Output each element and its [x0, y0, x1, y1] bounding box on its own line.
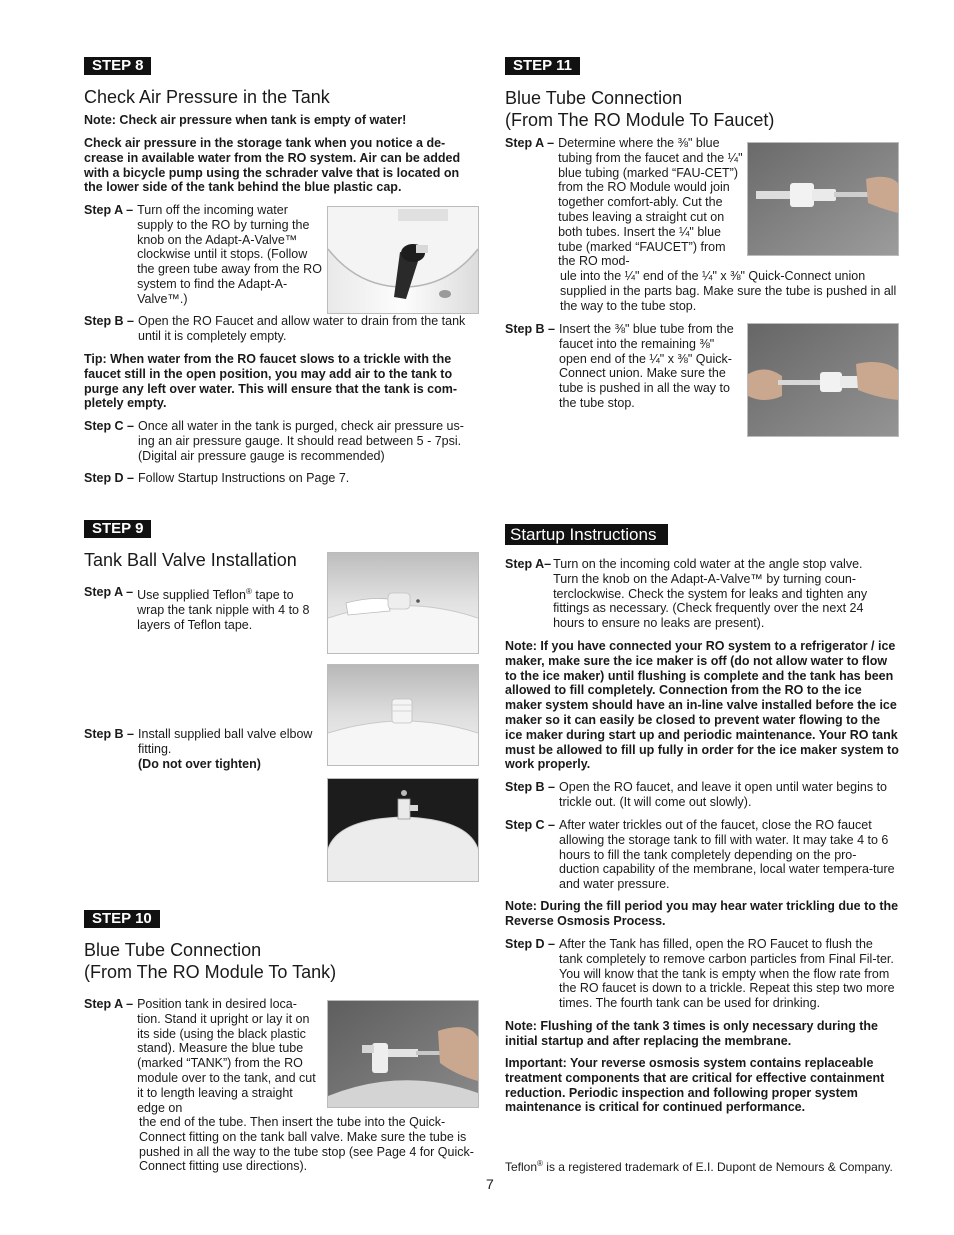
- step-text: Position tank in desired loca-tion. Stand it upright or lay it on its side (using the black plastic stand). Measure the blue tube (marked “TANK”) from the RO module over to the tank, and cut it to length leaving a straight edge on: [137, 997, 316, 1115]
- startup-step-d: [505, 937, 897, 1011]
- step8-step-a: [84, 203, 322, 307]
- step-label: Step B –: [84, 314, 135, 328]
- step-label: Step B –: [84, 727, 135, 741]
- step10-step-a: [84, 997, 320, 1115]
- step-text: Once all water in the tank is purged, check air pressure us-ing an air pressure gauge. It should read between 5 - 7psi. (Digital air pressure gauge is recommended): [138, 419, 464, 463]
- step-label: Step A –: [84, 203, 134, 217]
- step-text: Use supplied Teflon® tape to wrap the tank nipple with 4 to 8 layers of Teflon tape.: [137, 587, 310, 632]
- tank-nipple-photo: [327, 664, 479, 766]
- step11-step-a: [505, 136, 743, 269]
- quick-connect-union-photo: [747, 142, 899, 256]
- step-text: Open the RO faucet, and leave it open until water begins to trickle out. (It will come out slowly).: [559, 780, 888, 809]
- step8-intro: Check air pressure in the storage tank when you notice a de-crease in available water from the RO system. Air can be added with a bicycle pump using the schrader valve that is located on the lower side of the tank behind the blue plastic cap.: [84, 136, 461, 195]
- insert-tube-photo: [747, 323, 899, 437]
- step10-step-a-continued: the end of the tube. Then insert the tube into the Quick-Connect fitting on the tank ball valve. Make sure the tube is pushed in all the way to the tube stop (see Page 4 for Quick-Connect fitting use directions).: [139, 1115, 474, 1174]
- step8-tip: Tip: When water from the RO faucet slows to a trickle with the faucet still in the open position, you may add air to the tank to purge any left over water. This will ensure that the tank is com-pletely empty.: [84, 352, 458, 411]
- startup-note-ice-maker: Note: If you have connected your RO system to a refrigerator / ice maker, make sure the ice maker is off (do not allow water to flow to the ice maker) until flushing is complete and the tank has been allowed to fill completely. Connection from the RO to the ice maker system should have an in-line valve installed before the ice maker so it can easily be closed to prevent water flowing to the ice maker during start up and periodic maintenance. Your RO tank must be allowed to fill up fully in order for the ice maker system to work properly.: [505, 639, 899, 772]
- startup-note-fill-period: Note: During the fill period you may hear water trickling due to the Reverse Osmosis Process.: [505, 899, 899, 928]
- startup-badge: Startup Instructions: [505, 524, 668, 545]
- step-label: Step A –: [505, 136, 555, 150]
- step-label: Step D –: [505, 937, 556, 951]
- step-text: Insert the ⅜" blue tube from the faucet into the remaining ⅜" open end of the ¼" x ⅜" Quick-Connect union. Make sure the tube is pushed in all the way to the tube stop.: [559, 322, 734, 410]
- step9-step-b: [84, 727, 320, 771]
- step8-badge: STEP 8: [84, 57, 151, 75]
- step8-step-c: [84, 419, 478, 463]
- startup-important: Important: Your reverse osmosis system contains replaceable treatment components that are critical for effective containment reduction. Periodic inspection and following proper system maintenance is critical for continued performance.: [505, 1056, 885, 1115]
- page-number: 7: [486, 1176, 494, 1192]
- step-label: Step A–: [505, 557, 552, 571]
- step-text: Install supplied ball valve elbow fitting. (Do not over tighten): [138, 727, 313, 771]
- step-text: Open the RO Faucet and allow water to drain from the tank until it is completely empty.: [138, 314, 466, 343]
- step11-step-b: [505, 322, 743, 411]
- step-label: Step C –: [505, 818, 556, 832]
- step-label: Step B –: [505, 780, 556, 794]
- startup-step-c: [505, 818, 895, 892]
- step9-title: Tank Ball Valve Installation: [84, 550, 297, 570]
- tank-nipple-tape-photo: [327, 552, 479, 654]
- step-label: Step A –: [84, 585, 134, 599]
- step-text: Turn on the incoming cold water at the angle stop valve. Turn the knob on the Adapt-A-Valve™ by turning coun-terclockwise. Check the system for leaks and tighten any fittings as necessary. (Check frequently over the next 24 hours to ensure no leaks are present).: [553, 557, 868, 631]
- step9-step-a: [84, 585, 320, 633]
- step9-badge: STEP 9: [84, 520, 151, 538]
- step10-badge: STEP 10: [84, 910, 160, 928]
- startup-note-flushing: Note: Flushing of the tank 3 times is only necessary during the initial startup and after replacing the membrane.: [505, 1019, 878, 1048]
- step11-step-a-continued: ule into the ¼" end of the ¼" x ⅜" Quick-Connect union supplied in the parts bag. Make sure the tube is pushed in all the way to the tube stop.: [560, 269, 897, 313]
- step-label: Step B –: [505, 322, 556, 336]
- step-label: Step A –: [84, 997, 134, 1011]
- step-text: Follow Startup Instructions on Page 7.: [138, 471, 350, 485]
- step8-step-b: [84, 314, 478, 344]
- step-text: Determine where the ⅜" blue tubing from the faucet and the ¼" blue tubing (marked “FAU-CET”) from the RO Module would join together comfort-ably. Cut the tubes leaving a straight cut on both tubes. Insert the ¼" blue tube (marked “FAUCET”) from the RO mod-: [558, 136, 743, 269]
- startup-step-a: [505, 557, 890, 631]
- tank-ball-valve-photo: [327, 778, 479, 882]
- tank-tube-connection-photo: [327, 1000, 479, 1108]
- startup-step-b: [505, 780, 900, 810]
- step-text: After the Tank has filled, open the RO Faucet to flush the tank completely to remove carbon particles from Final Fil-ter. You will know that the tank is empty when the flow rate from the RO faucet is down to a trickle. Repeat this step two more times. The fourth tank can be used for drinking.: [559, 937, 895, 1011]
- tank-valve-photo: [327, 206, 479, 314]
- step-text: Turn off the incoming water supply to the RO by turning the knob on the Adapt-A-Valve™ clockwise until it stops. (Follow the green tube away from the RO system to find the Adapt-A-Valve™.): [137, 203, 322, 306]
- step-label: Step D –: [84, 471, 135, 485]
- step-text: After water trickles out of the faucet, close the RO faucet allowing the storage tank to fill with water. It may take 4 to 6 hours to fill the tank completely depending on the pro-duction capability of the membrane, local water tempera-ture and water pressure.: [559, 818, 895, 892]
- step11-title: Blue Tube Connection (From The RO Module To Faucet): [505, 88, 775, 130]
- step8-step-d: [84, 471, 478, 486]
- step-label: Step C –: [84, 419, 135, 433]
- step8-title: Check Air Pressure in the Tank: [84, 87, 330, 107]
- trademark-footnote: Teflon® is a registered trademark of E.I. Dupont de Nemours & Company.: [505, 1159, 893, 1174]
- step11-badge: STEP 11: [505, 57, 580, 75]
- step8-note: Note: Check air pressure when tank is empty of water!: [84, 113, 407, 127]
- step10-title: Blue Tube Connection (From The RO Module To Tank): [84, 940, 337, 982]
